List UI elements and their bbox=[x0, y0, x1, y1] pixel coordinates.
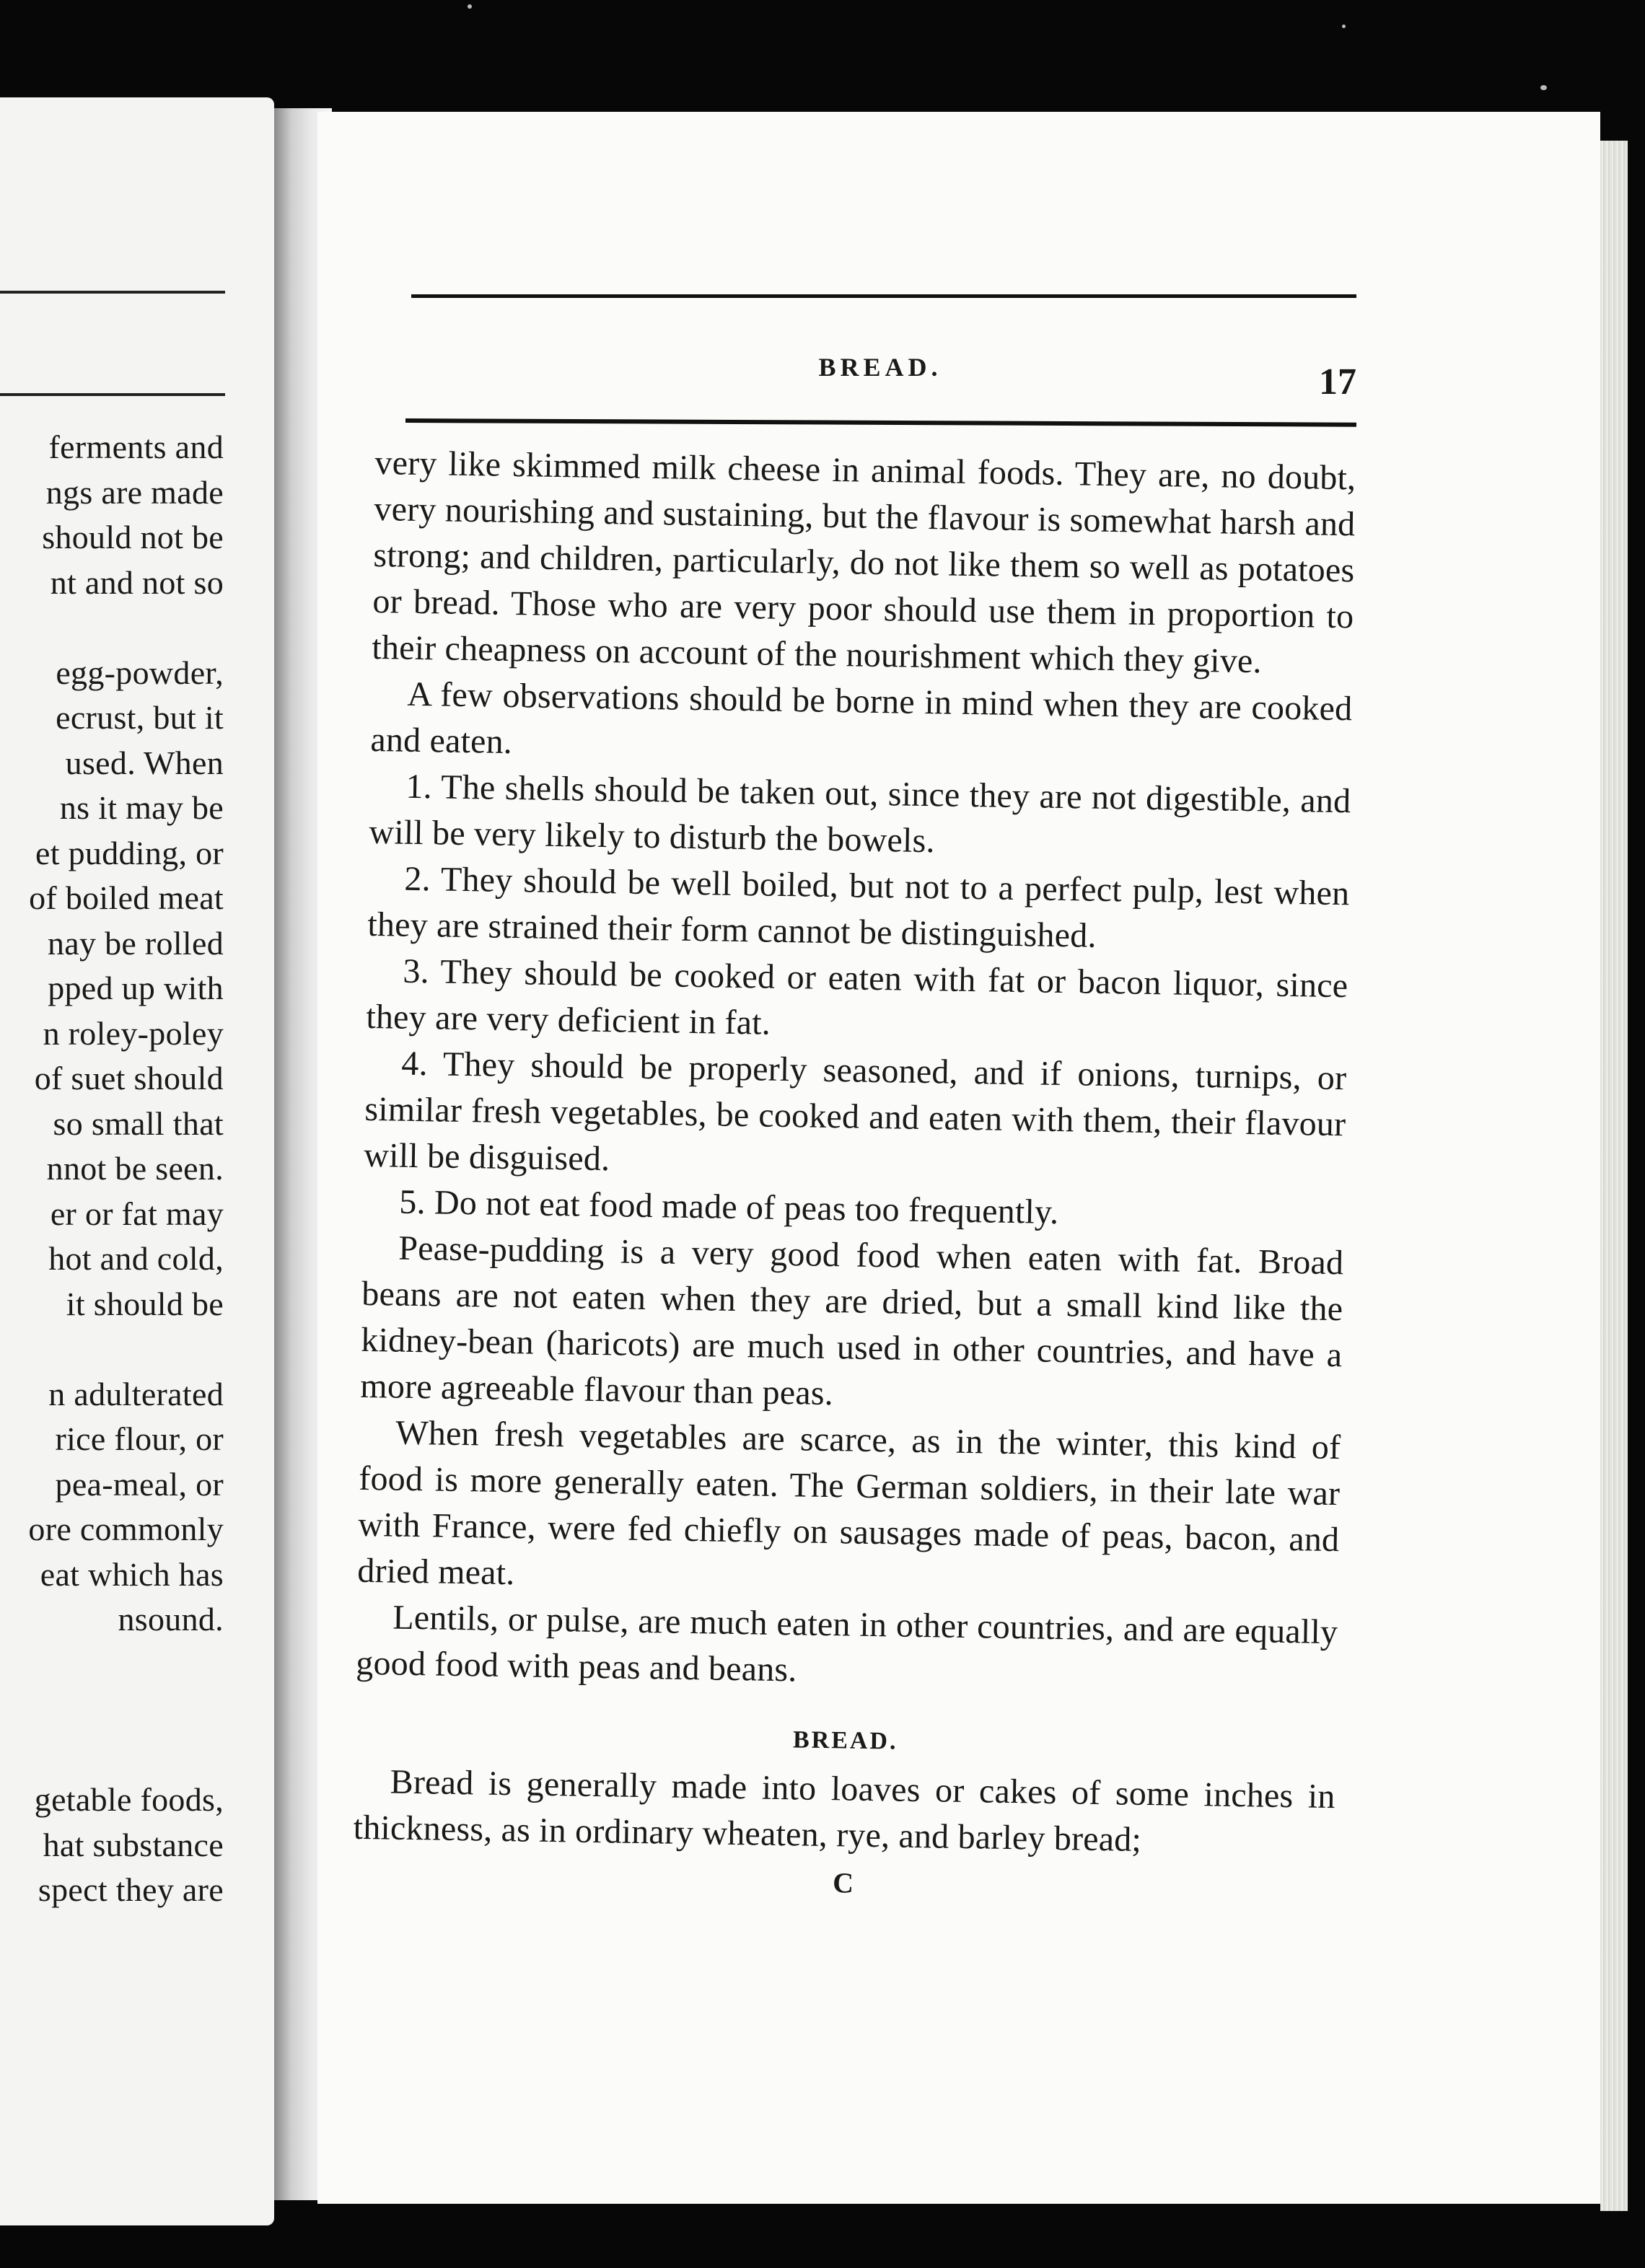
left-page-line: et pudding, or bbox=[35, 834, 224, 871]
left-page-line: nt and not so bbox=[50, 563, 224, 601]
left-page-line: should not be bbox=[42, 519, 224, 555]
left-page-line: ecrust, but it bbox=[56, 699, 224, 736]
running-head: BREAD. bbox=[818, 353, 942, 382]
left-page-line: n adulterated bbox=[48, 1375, 224, 1412]
page-number: 17 bbox=[1319, 361, 1356, 403]
left-page-line: ngs are made bbox=[45, 473, 224, 511]
left-page-line: nsound. bbox=[118, 1601, 224, 1638]
paragraph: very like skimmed milk cheese in animal foods. They are, no doubt, very nourishing and sustaining, but the flavour is somewhat harsh and strong; and children, particularly, do not like them so well as potatoes or bread. Those who are very poor should use them in proportion to their cheapness on account of the nourishment which they give. bbox=[372, 443, 1356, 681]
left-page-line: nay be rolled bbox=[47, 924, 224, 962]
left-page-line: nnot be seen. bbox=[46, 1150, 224, 1187]
left-page-line: ore commonly bbox=[28, 1511, 224, 1547]
left-page-line: eat which has bbox=[40, 1555, 224, 1593]
left-page-line: rice flour, or bbox=[55, 1420, 224, 1457]
left-page bbox=[0, 97, 274, 2225]
paragraph: Bread is generally made into loaves or cakes of some inches in thickness, as in ordinary wheaten, rye, and barley bread; bbox=[353, 1762, 1336, 1859]
scan-speck bbox=[1540, 85, 1547, 90]
left-page-line: egg-powder, bbox=[56, 654, 224, 691]
left-page-line: getable foods, bbox=[34, 1781, 224, 1818]
left-page-line: pped up with bbox=[48, 970, 224, 1006]
header-top-rule bbox=[411, 294, 1356, 298]
paragraph: When fresh vegetables are scarce, as in the winter, this kind of food is more generally eaten. The German soldiers, in their late war with France, were fed chiefly on sausages made of peas, bacon, and dried meat. bbox=[356, 1413, 1341, 1593]
paragraph: Pease-pudding is a very good food when eaten with fat. Broad beans are not eaten when they are dried, but a small kind like the kidney-bean (haricots) are much used in other countries, and have a more agreeable flavour than peas. bbox=[359, 1228, 1344, 1413]
scan-speck bbox=[1342, 25, 1346, 28]
left-page-line: of boiled meat bbox=[29, 879, 224, 916]
signature-mark: C bbox=[832, 1866, 854, 1899]
left-page-line: used. When bbox=[65, 744, 224, 781]
paragraph: Lentils, or pulse, are much eaten in other countries, and are equally good food with peas and beans. bbox=[355, 1598, 1338, 1689]
list-item: 1. The shells should be taken out, since they are not digestible, and will be very likely to disturb the bowels. bbox=[369, 767, 1351, 861]
left-page-line: n roley-poley bbox=[43, 1014, 224, 1052]
list-item: 3. They should be cooked or eaten with fat or bacon liquor, since they are very deficient in fat. bbox=[366, 951, 1348, 1042]
left-page-line: ferments and bbox=[48, 428, 224, 465]
left-page-line: hat substance bbox=[43, 1826, 224, 1863]
list-item: 2. They should be well boiled, but not to a perfect pulp, lest when they are strained their form cannot be distinguished. bbox=[367, 859, 1350, 955]
left-page-top-rule bbox=[0, 291, 225, 294]
page-body bbox=[352, 440, 1356, 1911]
left-page-line: spect they are bbox=[38, 1871, 224, 1908]
paragraph: A few observations should be borne in mind when they are cooked and eaten. bbox=[370, 674, 1353, 762]
left-page-line: it should be bbox=[66, 1285, 224, 1322]
left-page-line: hot and cold, bbox=[48, 1240, 224, 1277]
left-page-line: er or fat may bbox=[50, 1195, 224, 1232]
left-page-line: of suet should bbox=[34, 1060, 224, 1096]
left-page-line: so small that bbox=[53, 1104, 224, 1142]
page-edges bbox=[1600, 141, 1628, 2211]
scan-speck bbox=[468, 4, 472, 9]
left-page-second-rule bbox=[0, 393, 225, 396]
left-page-line: ns it may be bbox=[59, 789, 224, 826]
list-item: 4. They should be properly seasoned, and if onions, turnips, or similar fresh vegetables, be cooked and eaten with them, their flavour will be disguised. bbox=[364, 1044, 1347, 1179]
section-heading: BREAD. bbox=[792, 1726, 898, 1755]
list-item: 5. Do not eat food made of peas too frequently. bbox=[398, 1182, 1059, 1232]
left-page-line: pea-meal, or bbox=[55, 1465, 224, 1503]
